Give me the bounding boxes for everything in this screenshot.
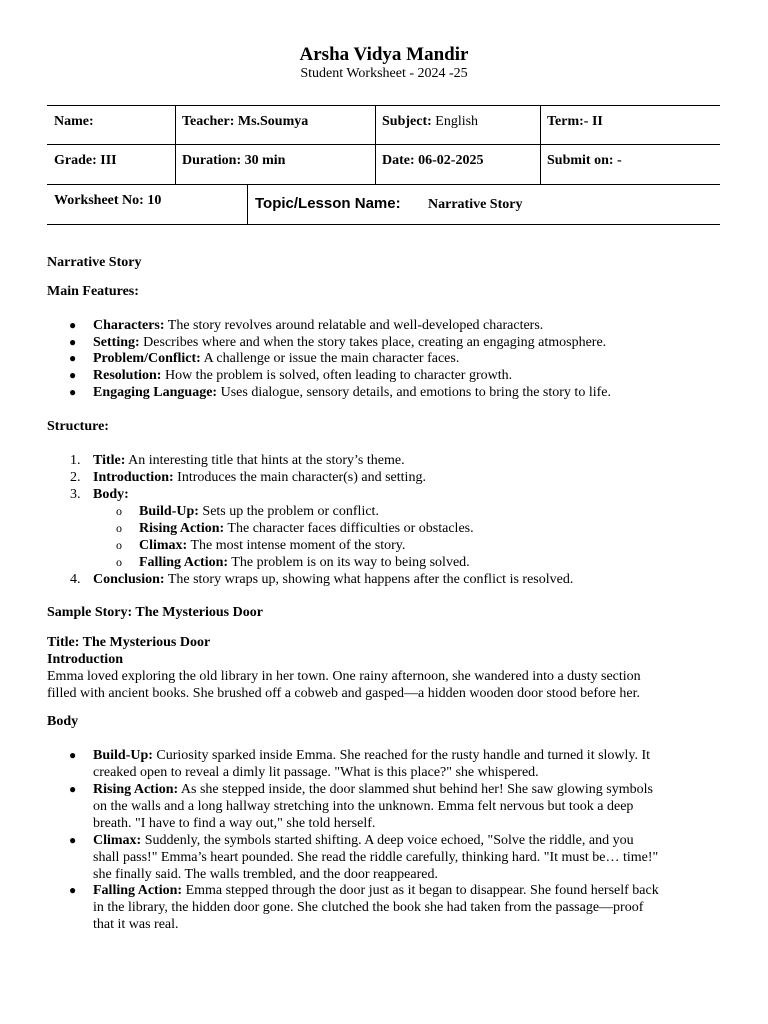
intro-heading: Introduction [47, 652, 123, 667]
name-label: Name: [54, 114, 94, 129]
sub-bullet-icon: o [116, 538, 122, 552]
structure-heading: Structure: [47, 419, 109, 434]
list-number: 2. [70, 470, 81, 485]
list-number: 4. [70, 572, 81, 587]
term-field: Term:- II [547, 114, 603, 129]
list-number: 1. [70, 453, 81, 468]
list-item: Problem/Conflict: A challenge or issue the main character faces. [93, 351, 460, 366]
submit-field: Submit on: - [547, 153, 622, 168]
story-title: Title: The Mysterious Door [47, 635, 211, 650]
features-heading: Main Features: [47, 284, 139, 299]
bullet-icon: ● [69, 748, 77, 762]
worksheet-subtitle: Student Worksheet - 2024 -25 [300, 66, 468, 81]
bullet-icon: ● [69, 368, 77, 382]
topic-value: Narrative Story [428, 197, 523, 212]
list-item: Rising Action: As she stepped inside, the door slammed shut behind her! She saw glowing symbols [93, 782, 653, 797]
topic-label: Topic/Lesson Name: [255, 195, 401, 212]
list-item: Conclusion: The story wraps up, showing what happens after the conflict is resolved. [93, 572, 574, 587]
list-item: Build-Up: Curiosity sparked inside Emma. She reached for the rusty handle and turned it slowly. It [93, 748, 651, 763]
teacher-field: Teacher: Ms.Soumya [182, 114, 309, 129]
worksheet-number: Worksheet No: 10 [54, 193, 162, 208]
list-item-line: in the library, the hidden door gone. She clutched the book she had taken from the passage—proof [93, 900, 644, 915]
body-heading: Body [47, 714, 79, 729]
subject-label: Subject: [382, 114, 432, 129]
list-item: Resolution: How the problem is solved, often leading to character growth. [93, 368, 513, 383]
grade-field: Grade: III [54, 153, 117, 168]
sub-bullet-icon: o [116, 504, 122, 518]
bullet-icon: ● [69, 883, 77, 897]
list-item: Climax: Suddenly, the symbols started shifting. A deep voice echoed, "Solve the riddle, and you [93, 833, 634, 848]
school-name: Arsha Vidya Mandir [299, 44, 469, 65]
section-heading: Narrative Story [47, 255, 142, 270]
sub-list-item: Falling Action: The problem is on its way to being solved. [139, 555, 470, 570]
list-item: Setting: Describes where and when the story takes place, creating an engaging atmosphere. [93, 335, 607, 350]
list-item: Engaging Language: Uses dialogue, sensory details, and emotions to bring the story to life. [93, 385, 611, 400]
bullet-icon: ● [69, 318, 77, 332]
list-item: Characters: The story revolves around relatable and well-developed characters. [93, 318, 544, 333]
bullet-icon: ● [69, 385, 77, 399]
list-item-line: creaked open to reveal a dimly lit passage. "What is this place?" she whispered. [93, 765, 539, 780]
sample-heading: Sample Story: The Mysterious Door [47, 605, 263, 620]
list-item: Introduction: Introduces the main character(s) and setting. [93, 470, 426, 485]
list-item-line: shall pass!" Emma’s heart pounded. She read the riddle carefully, thinking hard. "It must be… time!" [93, 850, 659, 865]
duration-field: Duration: 30 min [182, 153, 286, 168]
bullet-icon: ● [69, 335, 77, 349]
intro-line: filled with ancient books. She brushed off a cobweb and gasped—a hidden wooden door stood before her. [47, 686, 641, 701]
sub-list-item: Build-Up: Sets up the problem or conflict. [139, 504, 379, 519]
sub-bullet-icon: o [116, 555, 122, 569]
list-item-line: she finally said. The walls trembled, and the door reappeared. [93, 867, 438, 882]
sub-list-item: Climax: The most intense moment of the story. [139, 538, 406, 553]
list-item-line: breath. "I have to find a way out," she told herself. [93, 816, 376, 831]
list-item-line: that it was real. [93, 917, 179, 932]
date-field: Date: 06-02-2025 [382, 153, 484, 168]
sub-list-item: Rising Action: The character faces difficulties or obstacles. [139, 521, 474, 536]
subject-value: English [431, 114, 479, 129]
subject-field [382, 114, 478, 130]
list-number: 3. [70, 487, 81, 502]
list-item-line: on the walls and a long hallway stretching into the unknown. Emma felt nervous but took a deep [93, 799, 634, 814]
list-item: Body: [93, 487, 129, 502]
bullet-icon: ● [69, 351, 77, 365]
list-item: Falling Action: Emma stepped through the door just as it began to disappear. She found herself back [93, 883, 659, 898]
intro-line: Emma loved exploring the old library in her town. One rainy afternoon, she wandered into a dusty section [47, 669, 641, 684]
list-item: Title: An interesting title that hints at the story’s theme. [93, 453, 405, 468]
sub-bullet-icon: o [116, 521, 122, 535]
bullet-icon: ● [69, 782, 77, 796]
bullet-icon: ● [69, 833, 77, 847]
